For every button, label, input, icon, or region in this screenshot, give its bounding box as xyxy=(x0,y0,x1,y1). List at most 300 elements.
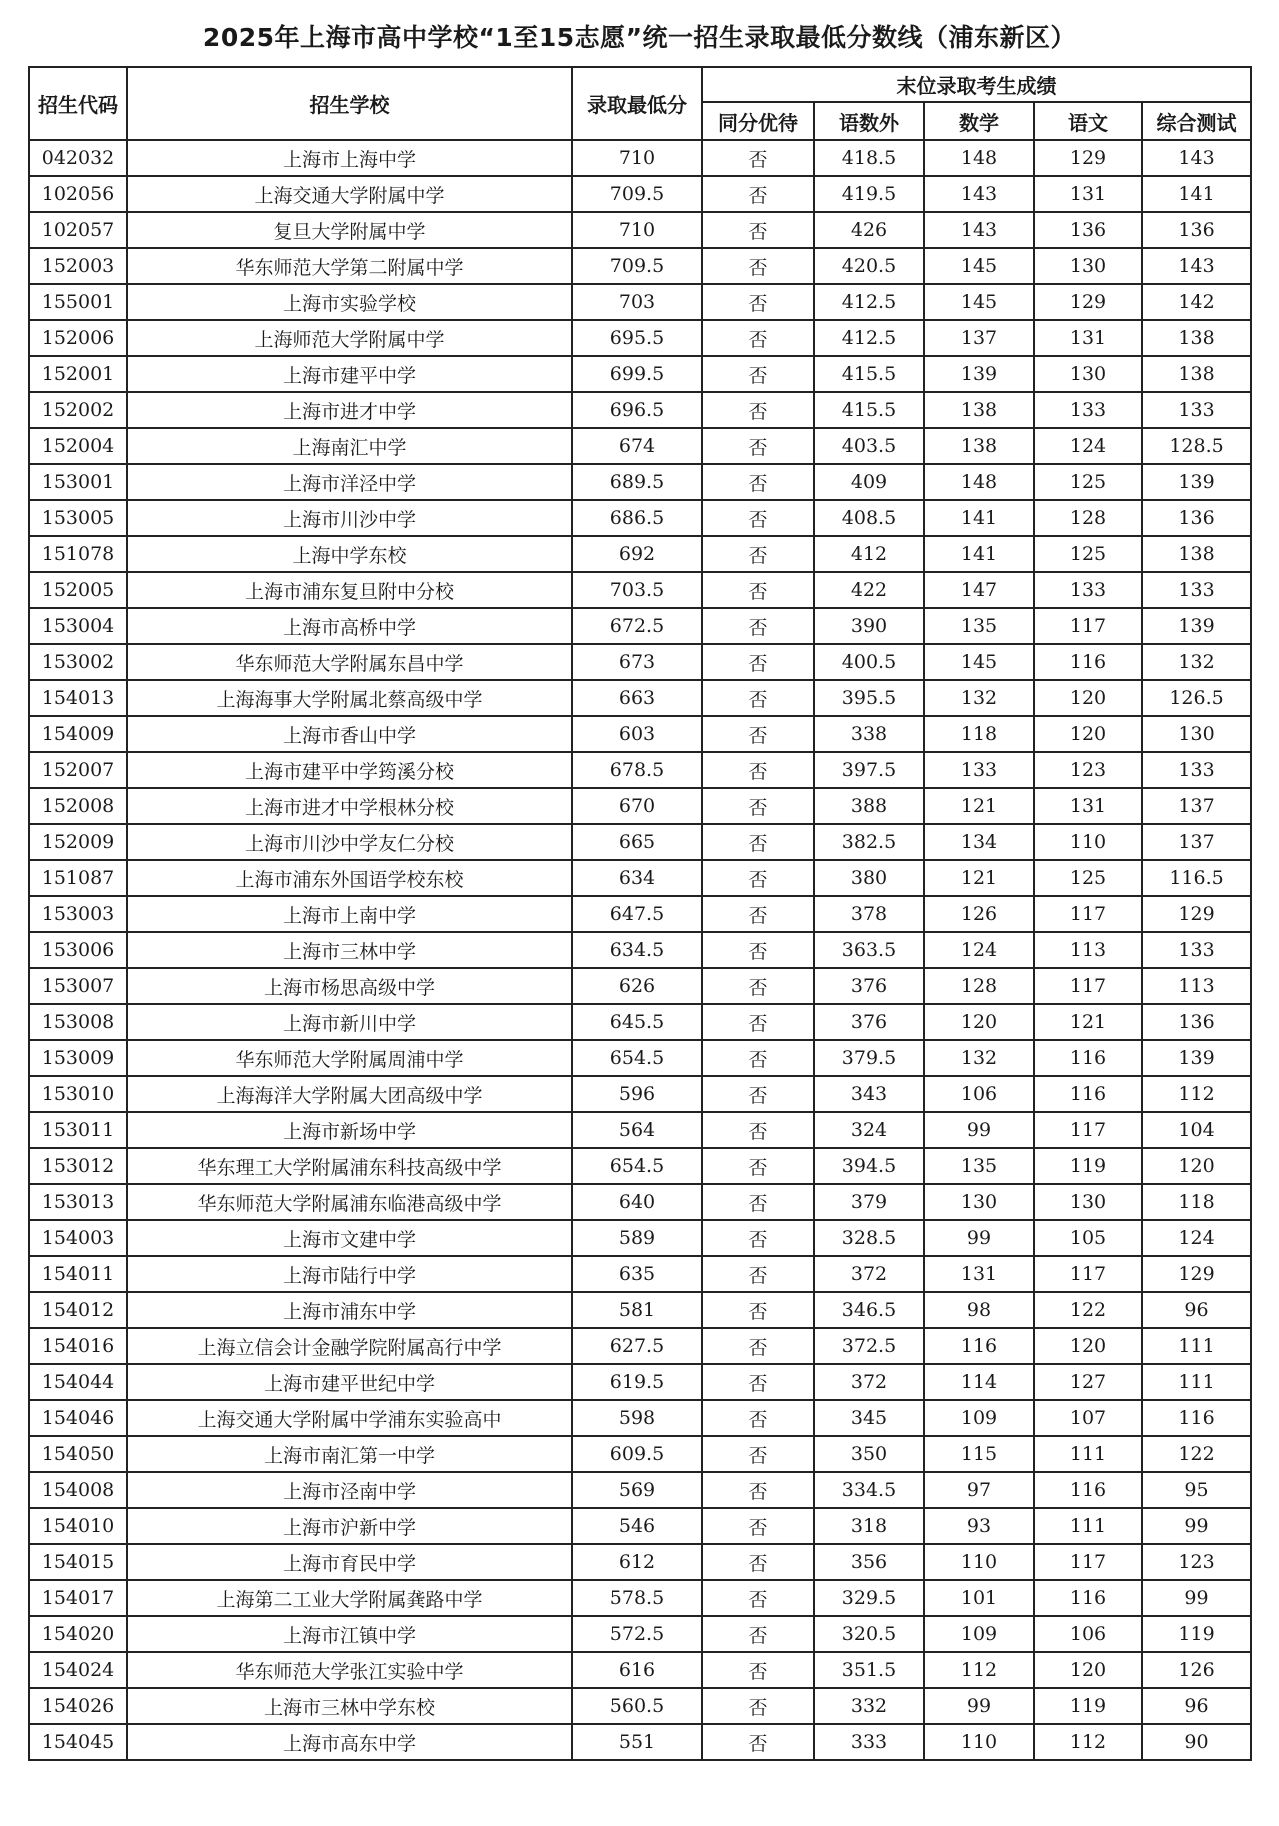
cell-chinese: 105 xyxy=(1034,1220,1142,1256)
cell-chinese: 120 xyxy=(1034,680,1142,716)
cell-chinese: 120 xyxy=(1034,1652,1142,1688)
cell-chinese: 129 xyxy=(1034,284,1142,320)
cell-code: 154011 xyxy=(29,1256,127,1292)
cell-chinese: 117 xyxy=(1034,608,1142,644)
cell-chinese: 120 xyxy=(1034,1328,1142,1364)
cell-chinese: 131 xyxy=(1034,788,1142,824)
cell-total-ex: 419.5 xyxy=(814,176,924,212)
cell-total-ex: 363.5 xyxy=(814,932,924,968)
cell-school: 上海市陆行中学 xyxy=(127,1256,572,1292)
page-title: 2025年上海市高中学校“1至15志愿”统一招生录取最低分数线（浦东新区） xyxy=(202,23,1077,52)
cell-math: 145 xyxy=(924,644,1034,680)
cell-min-score: 703.5 xyxy=(572,572,702,608)
table-row xyxy=(29,932,1251,968)
table-row xyxy=(29,572,1251,608)
cell-min-score: 612 xyxy=(572,1544,702,1580)
cell-total-ex: 378 xyxy=(814,896,924,932)
cell-code: 154045 xyxy=(29,1724,127,1760)
cell-tie-priority: 否 xyxy=(702,824,814,860)
cell-tie-priority: 否 xyxy=(702,212,814,248)
cell-chinese: 121 xyxy=(1034,1004,1142,1040)
cell-total-ex: 334.5 xyxy=(814,1472,924,1508)
cell-chinese: 125 xyxy=(1034,860,1142,896)
table-row xyxy=(29,1364,1251,1400)
cell-total-ex: 400.5 xyxy=(814,644,924,680)
cell-tie-priority: 否 xyxy=(702,1040,814,1076)
cell-tie-priority: 否 xyxy=(702,1364,814,1400)
cell-code: 154016 xyxy=(29,1328,127,1364)
cell-min-score: 674 xyxy=(572,428,702,464)
cell-composite: 136 xyxy=(1142,212,1251,248)
cell-min-score: 673 xyxy=(572,644,702,680)
cell-chinese: 131 xyxy=(1034,320,1142,356)
cell-min-score: 578.5 xyxy=(572,1580,702,1616)
cell-min-score: 710 xyxy=(572,212,702,248)
cell-tie-priority: 否 xyxy=(702,680,814,716)
cell-min-score: 560.5 xyxy=(572,1688,702,1724)
cell-school: 上海市建平中学 xyxy=(127,356,572,392)
cell-min-score: 710 xyxy=(572,140,702,176)
cell-math: 143 xyxy=(924,176,1034,212)
table-row xyxy=(29,896,1251,932)
cell-tie-priority: 否 xyxy=(702,932,814,968)
cell-total-ex: 372 xyxy=(814,1364,924,1400)
cell-code: 154008 xyxy=(29,1472,127,1508)
cell-chinese: 110 xyxy=(1034,824,1142,860)
cell-composite: 136 xyxy=(1142,500,1251,536)
cell-tie-priority: 否 xyxy=(702,1724,814,1760)
cell-total-ex: 382.5 xyxy=(814,824,924,860)
cell-chinese: 117 xyxy=(1034,896,1142,932)
table-row xyxy=(29,284,1251,320)
cell-composite: 139 xyxy=(1142,464,1251,500)
cell-code: 152007 xyxy=(29,752,127,788)
table-row xyxy=(29,824,1251,860)
cell-math: 99 xyxy=(924,1220,1034,1256)
cell-total-ex: 420.5 xyxy=(814,248,924,284)
header-last-admitted-scores: 末位录取考生成绩 xyxy=(702,67,1251,102)
cell-tie-priority: 否 xyxy=(702,1220,814,1256)
admission-score-table xyxy=(28,66,1252,1761)
cell-chinese: 130 xyxy=(1034,1184,1142,1220)
cell-school: 华东师范大学第二附属中学 xyxy=(127,248,572,284)
cell-code: 153009 xyxy=(29,1040,127,1076)
cell-school: 上海市新川中学 xyxy=(127,1004,572,1040)
table-row xyxy=(29,1544,1251,1580)
cell-code: 154017 xyxy=(29,1580,127,1616)
cell-min-score: 634.5 xyxy=(572,932,702,968)
cell-composite: 136 xyxy=(1142,1004,1251,1040)
cell-tie-priority: 否 xyxy=(702,1076,814,1112)
table-row xyxy=(29,248,1251,284)
cell-math: 135 xyxy=(924,608,1034,644)
cell-min-score: 596 xyxy=(572,1076,702,1112)
cell-school: 上海市高桥中学 xyxy=(127,608,572,644)
cell-composite: 138 xyxy=(1142,536,1251,572)
table-row xyxy=(29,1292,1251,1328)
cell-school: 上海市三林中学东校 xyxy=(127,1688,572,1724)
cell-math: 112 xyxy=(924,1652,1034,1688)
cell-min-score: 654.5 xyxy=(572,1148,702,1184)
cell-math: 116 xyxy=(924,1328,1034,1364)
cell-tie-priority: 否 xyxy=(702,896,814,932)
cell-code: 152008 xyxy=(29,788,127,824)
cell-chinese: 133 xyxy=(1034,392,1142,428)
cell-math: 101 xyxy=(924,1580,1034,1616)
cell-code: 102056 xyxy=(29,176,127,212)
cell-composite: 118 xyxy=(1142,1184,1251,1220)
table-row xyxy=(29,176,1251,212)
cell-math: 145 xyxy=(924,284,1034,320)
cell-code: 154050 xyxy=(29,1436,127,1472)
header-chinese: 语文 xyxy=(1034,102,1142,140)
cell-math: 134 xyxy=(924,824,1034,860)
cell-total-ex: 397.5 xyxy=(814,752,924,788)
table-row xyxy=(29,716,1251,752)
cell-code: 154024 xyxy=(29,1652,127,1688)
cell-min-score: 603 xyxy=(572,716,702,752)
cell-min-score: 640 xyxy=(572,1184,702,1220)
cell-math: 132 xyxy=(924,1040,1034,1076)
cell-code: 154020 xyxy=(29,1616,127,1652)
cell-composite: 112 xyxy=(1142,1076,1251,1112)
cell-school: 上海海洋大学附属大团高级中学 xyxy=(127,1076,572,1112)
cell-min-score: 546 xyxy=(572,1508,702,1544)
table-row xyxy=(29,1040,1251,1076)
cell-school: 上海南汇中学 xyxy=(127,428,572,464)
cell-code: 152002 xyxy=(29,392,127,428)
table-row xyxy=(29,680,1251,716)
table-row xyxy=(29,1724,1251,1760)
cell-min-score: 703 xyxy=(572,284,702,320)
cell-code: 154012 xyxy=(29,1292,127,1328)
cell-total-ex: 333 xyxy=(814,1724,924,1760)
cell-code: 154046 xyxy=(29,1400,127,1436)
cell-chinese: 116 xyxy=(1034,644,1142,680)
cell-total-ex: 408.5 xyxy=(814,500,924,536)
cell-tie-priority: 否 xyxy=(702,860,814,896)
cell-tie-priority: 否 xyxy=(702,1256,814,1292)
cell-total-ex: 412.5 xyxy=(814,284,924,320)
cell-code: 102057 xyxy=(29,212,127,248)
cell-tie-priority: 否 xyxy=(702,1436,814,1472)
cell-total-ex: 345 xyxy=(814,1400,924,1436)
cell-tie-priority: 否 xyxy=(702,1688,814,1724)
cell-chinese: 116 xyxy=(1034,1076,1142,1112)
cell-chinese: 116 xyxy=(1034,1472,1142,1508)
cell-composite: 123 xyxy=(1142,1544,1251,1580)
cell-composite: 95 xyxy=(1142,1472,1251,1508)
cell-total-ex: 328.5 xyxy=(814,1220,924,1256)
cell-total-ex: 415.5 xyxy=(814,392,924,428)
cell-tie-priority: 否 xyxy=(702,464,814,500)
cell-composite: 96 xyxy=(1142,1292,1251,1328)
table-row xyxy=(29,1004,1251,1040)
cell-math: 148 xyxy=(924,140,1034,176)
cell-code: 154044 xyxy=(29,1364,127,1400)
cell-composite: 104 xyxy=(1142,1112,1251,1148)
cell-total-ex: 332 xyxy=(814,1688,924,1724)
cell-min-score: 709.5 xyxy=(572,248,702,284)
cell-school: 华东师范大学张江实验中学 xyxy=(127,1652,572,1688)
table-row xyxy=(29,140,1251,176)
cell-total-ex: 390 xyxy=(814,608,924,644)
cell-math: 138 xyxy=(924,428,1034,464)
table-row xyxy=(29,1400,1251,1436)
cell-min-score: 665 xyxy=(572,824,702,860)
cell-composite: 139 xyxy=(1142,608,1251,644)
cell-school: 上海市上南中学 xyxy=(127,896,572,932)
cell-math: 110 xyxy=(924,1544,1034,1580)
table-row xyxy=(29,644,1251,680)
cell-chinese: 128 xyxy=(1034,500,1142,536)
cell-min-score: 627.5 xyxy=(572,1328,702,1364)
header-total-ex: 语数外 xyxy=(814,102,924,140)
cell-total-ex: 412.5 xyxy=(814,320,924,356)
cell-composite: 137 xyxy=(1142,788,1251,824)
cell-chinese: 119 xyxy=(1034,1148,1142,1184)
cell-code: 153005 xyxy=(29,500,127,536)
cell-school: 复旦大学附属中学 xyxy=(127,212,572,248)
cell-chinese: 136 xyxy=(1034,212,1142,248)
cell-composite: 132 xyxy=(1142,644,1251,680)
cell-composite: 143 xyxy=(1142,248,1251,284)
cell-total-ex: 418.5 xyxy=(814,140,924,176)
cell-chinese: 113 xyxy=(1034,932,1142,968)
cell-composite: 111 xyxy=(1142,1328,1251,1364)
cell-math: 98 xyxy=(924,1292,1034,1328)
cell-tie-priority: 否 xyxy=(702,1112,814,1148)
cell-code: 153002 xyxy=(29,644,127,680)
cell-min-score: 626 xyxy=(572,968,702,1004)
cell-chinese: 116 xyxy=(1034,1040,1142,1076)
header-math: 数学 xyxy=(924,102,1034,140)
table-row xyxy=(29,428,1251,464)
cell-tie-priority: 否 xyxy=(702,1544,814,1580)
cell-math: 133 xyxy=(924,752,1034,788)
cell-tie-priority: 否 xyxy=(702,1508,814,1544)
table-row xyxy=(29,1580,1251,1616)
cell-math: 130 xyxy=(924,1184,1034,1220)
header-school: 招生学校 xyxy=(127,67,572,140)
cell-tie-priority: 否 xyxy=(702,1580,814,1616)
cell-composite: 133 xyxy=(1142,932,1251,968)
cell-tie-priority: 否 xyxy=(702,536,814,572)
cell-composite: 141 xyxy=(1142,176,1251,212)
cell-composite: 137 xyxy=(1142,824,1251,860)
cell-composite: 99 xyxy=(1142,1508,1251,1544)
cell-school: 上海市川沙中学 xyxy=(127,500,572,536)
table-row xyxy=(29,1436,1251,1472)
cell-tie-priority: 否 xyxy=(702,1148,814,1184)
cell-chinese: 117 xyxy=(1034,1544,1142,1580)
cell-code: 153011 xyxy=(29,1112,127,1148)
cell-math: 126 xyxy=(924,896,1034,932)
cell-math: 121 xyxy=(924,860,1034,896)
cell-total-ex: 394.5 xyxy=(814,1148,924,1184)
cell-min-score: 663 xyxy=(572,680,702,716)
cell-chinese: 116 xyxy=(1034,1580,1142,1616)
cell-chinese: 123 xyxy=(1034,752,1142,788)
cell-min-score: 670 xyxy=(572,788,702,824)
cell-chinese: 122 xyxy=(1034,1292,1142,1328)
cell-total-ex: 318 xyxy=(814,1508,924,1544)
cell-math: 143 xyxy=(924,212,1034,248)
cell-min-score: 616 xyxy=(572,1652,702,1688)
cell-math: 99 xyxy=(924,1112,1034,1148)
cell-math: 141 xyxy=(924,536,1034,572)
cell-tie-priority: 否 xyxy=(702,320,814,356)
cell-total-ex: 412 xyxy=(814,536,924,572)
cell-composite: 139 xyxy=(1142,1040,1251,1076)
cell-code: 154009 xyxy=(29,716,127,752)
cell-chinese: 120 xyxy=(1034,716,1142,752)
cell-tie-priority: 否 xyxy=(702,752,814,788)
cell-min-score: 695.5 xyxy=(572,320,702,356)
cell-tie-priority: 否 xyxy=(702,1472,814,1508)
cell-composite: 138 xyxy=(1142,356,1251,392)
cell-tie-priority: 否 xyxy=(702,356,814,392)
table-row xyxy=(29,1328,1251,1364)
cell-math: 124 xyxy=(924,932,1034,968)
cell-tie-priority: 否 xyxy=(702,500,814,536)
table-row xyxy=(29,1688,1251,1724)
table-row xyxy=(29,788,1251,824)
cell-code: 153012 xyxy=(29,1148,127,1184)
cell-total-ex: 329.5 xyxy=(814,1580,924,1616)
cell-code: 154026 xyxy=(29,1688,127,1724)
cell-min-score: 634 xyxy=(572,860,702,896)
cell-math: 97 xyxy=(924,1472,1034,1508)
cell-math: 128 xyxy=(924,968,1034,1004)
cell-school: 上海市香山中学 xyxy=(127,716,572,752)
cell-math: 141 xyxy=(924,500,1034,536)
cell-composite: 126 xyxy=(1142,1652,1251,1688)
cell-school: 上海市三林中学 xyxy=(127,932,572,968)
cell-tie-priority: 否 xyxy=(702,608,814,644)
cell-math: 114 xyxy=(924,1364,1034,1400)
cell-chinese: 119 xyxy=(1034,1688,1142,1724)
cell-composite: 90 xyxy=(1142,1724,1251,1760)
cell-composite: 142 xyxy=(1142,284,1251,320)
table-row xyxy=(29,392,1251,428)
cell-school: 上海市进才中学 xyxy=(127,392,572,428)
cell-composite: 116.5 xyxy=(1142,860,1251,896)
cell-total-ex: 379 xyxy=(814,1184,924,1220)
cell-school: 上海海事大学附属北蔡高级中学 xyxy=(127,680,572,716)
cell-total-ex: 380 xyxy=(814,860,924,896)
cell-school: 上海市育民中学 xyxy=(127,1544,572,1580)
cell-chinese: 106 xyxy=(1034,1616,1142,1652)
table-row xyxy=(29,1148,1251,1184)
cell-total-ex: 388 xyxy=(814,788,924,824)
cell-school: 上海交通大学附属中学浦东实验高中 xyxy=(127,1400,572,1436)
cell-composite: 99 xyxy=(1142,1580,1251,1616)
cell-composite: 120 xyxy=(1142,1148,1251,1184)
cell-code: 152001 xyxy=(29,356,127,392)
cell-total-ex: 422 xyxy=(814,572,924,608)
cell-tie-priority: 否 xyxy=(702,1004,814,1040)
table-row xyxy=(29,608,1251,644)
cell-tie-priority: 否 xyxy=(702,284,814,320)
cell-chinese: 117 xyxy=(1034,1256,1142,1292)
cell-math: 132 xyxy=(924,680,1034,716)
cell-composite: 122 xyxy=(1142,1436,1251,1472)
cell-school: 上海市浦东中学 xyxy=(127,1292,572,1328)
cell-code: 153003 xyxy=(29,896,127,932)
cell-total-ex: 376 xyxy=(814,968,924,1004)
cell-school: 华东师范大学附属东昌中学 xyxy=(127,644,572,680)
cell-math: 135 xyxy=(924,1148,1034,1184)
table-row xyxy=(29,536,1251,572)
cell-chinese: 117 xyxy=(1034,1112,1142,1148)
cell-composite: 129 xyxy=(1142,896,1251,932)
table-row xyxy=(29,1112,1251,1148)
cell-min-score: 686.5 xyxy=(572,500,702,536)
cell-total-ex: 346.5 xyxy=(814,1292,924,1328)
cell-math: 121 xyxy=(924,788,1034,824)
cell-tie-priority: 否 xyxy=(702,788,814,824)
cell-min-score: 581 xyxy=(572,1292,702,1328)
cell-chinese: 127 xyxy=(1034,1364,1142,1400)
cell-total-ex: 350 xyxy=(814,1436,924,1472)
cell-min-score: 551 xyxy=(572,1724,702,1760)
cell-tie-priority: 否 xyxy=(702,716,814,752)
cell-code: 153010 xyxy=(29,1076,127,1112)
cell-math: 106 xyxy=(924,1076,1034,1112)
cell-composite: 130 xyxy=(1142,716,1251,752)
cell-min-score: 647.5 xyxy=(572,896,702,932)
cell-composite: 129 xyxy=(1142,1256,1251,1292)
cell-tie-priority: 否 xyxy=(702,428,814,464)
cell-total-ex: 356 xyxy=(814,1544,924,1580)
cell-school: 上海市沪新中学 xyxy=(127,1508,572,1544)
cell-math: 109 xyxy=(924,1616,1034,1652)
cell-min-score: 564 xyxy=(572,1112,702,1148)
cell-code: 155001 xyxy=(29,284,127,320)
table-row xyxy=(29,500,1251,536)
cell-total-ex: 426 xyxy=(814,212,924,248)
table-row xyxy=(29,1652,1251,1688)
cell-school: 上海交通大学附属中学 xyxy=(127,176,572,212)
cell-min-score: 572.5 xyxy=(572,1616,702,1652)
header-composite: 综合测试 xyxy=(1142,102,1251,140)
cell-school: 上海市川沙中学友仁分校 xyxy=(127,824,572,860)
cell-math: 115 xyxy=(924,1436,1034,1472)
cell-chinese: 125 xyxy=(1034,464,1142,500)
cell-total-ex: 324 xyxy=(814,1112,924,1148)
cell-min-score: 654.5 xyxy=(572,1040,702,1076)
cell-tie-priority: 否 xyxy=(702,392,814,428)
table-row xyxy=(29,464,1251,500)
cell-min-score: 689.5 xyxy=(572,464,702,500)
cell-chinese: 107 xyxy=(1034,1400,1142,1436)
cell-math: 99 xyxy=(924,1688,1034,1724)
cell-tie-priority: 否 xyxy=(702,1616,814,1652)
cell-code: 042032 xyxy=(29,140,127,176)
cell-code: 153008 xyxy=(29,1004,127,1040)
cell-total-ex: 379.5 xyxy=(814,1040,924,1076)
cell-school: 华东理工大学附属浦东科技高级中学 xyxy=(127,1148,572,1184)
cell-code: 154010 xyxy=(29,1508,127,1544)
cell-total-ex: 320.5 xyxy=(814,1616,924,1652)
cell-code: 152006 xyxy=(29,320,127,356)
cell-min-score: 569 xyxy=(572,1472,702,1508)
cell-chinese: 131 xyxy=(1034,176,1142,212)
table-row xyxy=(29,1508,1251,1544)
table-row xyxy=(29,1616,1251,1652)
header-tie-priority: 同分优待 xyxy=(702,102,814,140)
